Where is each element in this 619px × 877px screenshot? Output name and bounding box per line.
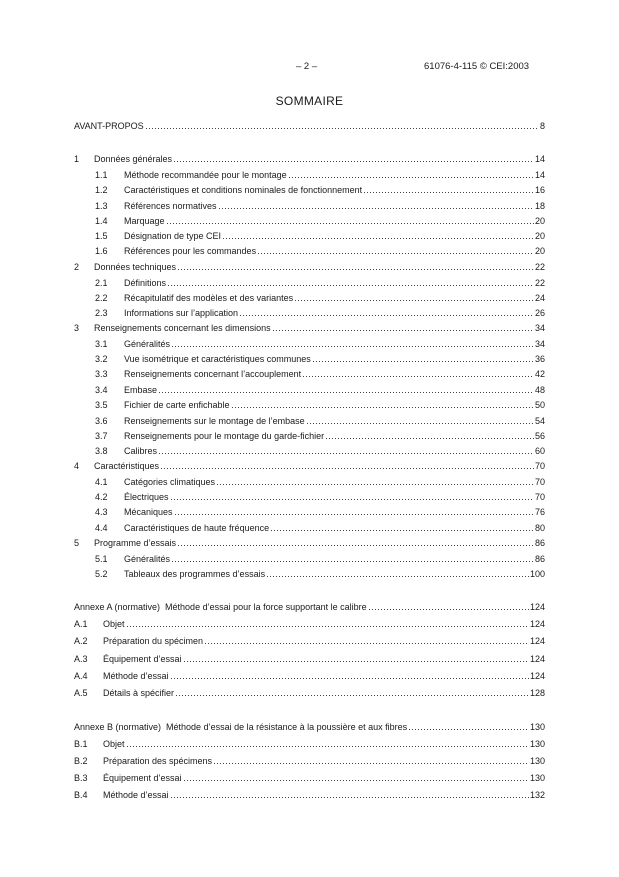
toc-number: 2 (74, 262, 80, 272)
toc-number: 5 (74, 538, 80, 548)
toc-label: Électriques (124, 492, 169, 502)
toc-label: Références pour les commandes (124, 246, 257, 256)
toc-label: Équipement d’essai (103, 654, 182, 664)
toc-entry-2-1[interactable] (95, 276, 545, 289)
toc-entry-a-3[interactable] (74, 652, 545, 665)
leader-dots (145, 128, 539, 129)
leader-dots (270, 530, 534, 531)
toc-entry-3[interactable] (74, 321, 545, 334)
toc-entry-3-2[interactable] (95, 352, 545, 365)
toc-label: Références normatives (124, 201, 217, 211)
toc-page: 130 (529, 722, 545, 732)
toc-page: 26 (534, 308, 545, 318)
toc-label: Renseignements pour le montage du garde-fichier (124, 431, 325, 441)
toc-page: 124 (529, 619, 545, 629)
leader-dots (294, 300, 534, 301)
leader-dots (175, 695, 529, 696)
toc-page: 124 (529, 671, 545, 681)
toc-entry-1-3[interactable] (95, 199, 545, 212)
toc-number: 3.5 (95, 400, 108, 410)
toc-label: Définitions (124, 278, 167, 288)
document-reference: 61076-4-115 © CEI:2003 (424, 61, 530, 72)
toc-number: A.3 (74, 654, 88, 664)
toc-page: 22 (534, 262, 545, 272)
toc-number: 3.3 (95, 369, 108, 379)
leader-dots (166, 223, 534, 224)
toc-number: A.5 (74, 688, 88, 698)
leader-dots (272, 330, 534, 331)
leader-dots (126, 626, 529, 627)
leader-dots (368, 609, 529, 610)
toc-number: 5.2 (95, 569, 108, 579)
toc-number: B.1 (74, 739, 88, 749)
toc-entry-1-1[interactable] (95, 168, 545, 181)
toc-number: 3.7 (95, 431, 108, 441)
page-number: – 2 – (296, 61, 318, 72)
toc-page: 124 (529, 602, 545, 612)
toc-page: 130 (529, 756, 545, 766)
toc-page: 54 (534, 416, 545, 426)
toc-number: 3.2 (95, 354, 108, 364)
toc-label: Méthode d’essai (103, 671, 169, 681)
toc-label: Informations sur l’application (124, 308, 239, 318)
leader-dots (231, 407, 534, 408)
toc-label: Généralités (124, 554, 171, 564)
toc-entry-2-3[interactable] (95, 306, 545, 319)
toc-entry-4-2[interactable] (95, 490, 545, 503)
toc-label: Annexe A (normative) Méthode d’essai pour la force supportant le calibre (74, 602, 367, 612)
toc-label: Équipement d’essai (103, 773, 182, 783)
toc-label: Catégories climatiques (124, 477, 216, 487)
toc-page: 18 (534, 201, 545, 211)
leader-dots (302, 376, 534, 377)
toc-entry-1-2[interactable] (95, 183, 545, 196)
toc-page: 14 (534, 170, 545, 180)
toc-entry-1[interactable] (74, 152, 545, 165)
leader-dots (183, 780, 529, 781)
leader-dots (288, 177, 534, 178)
toc-number: 4.2 (95, 492, 108, 502)
toc-label: Caractéristiques et conditions nominales de fonctionnement (124, 185, 363, 195)
leader-dots (126, 746, 529, 747)
toc-page: 128 (529, 688, 545, 698)
toc-entry-3-7[interactable] (95, 429, 545, 442)
toc-entry-4-1[interactable] (95, 475, 545, 488)
toc-label: AVANT-PROPOS (74, 121, 144, 131)
toc-number: 3.4 (95, 385, 108, 395)
toc-label: Calibres (124, 446, 158, 456)
page-title: SOMMAIRE (275, 94, 344, 108)
toc-entry-1-5[interactable] (95, 229, 545, 242)
toc-number: 5.1 (95, 554, 108, 564)
toc-page: 42 (534, 369, 545, 379)
toc-number: 3.8 (95, 446, 108, 456)
toc-page: 34 (534, 323, 545, 333)
toc-page: 48 (534, 385, 545, 395)
toc-entry-5[interactable] (74, 536, 545, 549)
toc-number: 3.1 (95, 339, 108, 349)
toc-number: 2.3 (95, 308, 108, 318)
toc-label: Renseignements sur le montage de l’embase (124, 416, 305, 426)
toc-page: 132 (529, 790, 545, 800)
leader-dots (312, 361, 534, 362)
toc-label: Données générales (94, 154, 173, 164)
leader-dots (167, 285, 534, 286)
leader-dots (218, 208, 534, 209)
toc-number: B.2 (74, 756, 88, 766)
leader-dots (204, 643, 529, 644)
toc-number: 3.6 (95, 416, 108, 426)
toc-number: A.1 (74, 619, 88, 629)
leader-dots (170, 797, 529, 798)
toc-page: 76 (534, 507, 545, 517)
toc-entry-avant-propos[interactable] (74, 119, 545, 132)
toc-page: 80 (534, 523, 545, 533)
toc-label: Marquage (124, 216, 165, 226)
leader-dots (170, 499, 534, 500)
toc-entry-1-4[interactable] (95, 214, 545, 227)
toc-entry-4-3[interactable] (95, 505, 545, 518)
toc-label: Données techniques (94, 262, 177, 272)
leader-dots (408, 729, 529, 730)
toc-page: 20 (534, 216, 545, 226)
toc-number: 4 (74, 461, 80, 471)
toc-page: 16 (534, 185, 545, 195)
toc-entry-4-4[interactable] (95, 521, 545, 534)
toc-label: Embase (124, 385, 158, 395)
toc-entry-3-8[interactable] (95, 444, 545, 457)
leader-dots (306, 423, 534, 424)
toc-entry-5-1[interactable] (95, 552, 545, 565)
toc-page: 24 (534, 293, 545, 303)
leader-dots (183, 661, 529, 662)
toc-page: 70 (534, 461, 545, 471)
toc-number: A.4 (74, 671, 88, 681)
leader-dots (160, 468, 534, 469)
leader-dots (325, 438, 534, 439)
toc-page: 130 (529, 739, 545, 749)
toc-label: Généralités (124, 339, 171, 349)
toc-label: Objet (103, 619, 125, 629)
toc-entry-a-2[interactable] (74, 634, 545, 647)
toc-label: Méthode recommandée pour le montage (124, 170, 287, 180)
toc-page: 70 (534, 477, 545, 487)
leader-dots (257, 253, 534, 254)
toc-entry-5-2[interactable] (95, 567, 545, 580)
toc-number: 1.5 (95, 231, 108, 241)
toc-entry-b-3[interactable] (74, 771, 545, 784)
toc-entry-3-6[interactable] (95, 414, 545, 427)
toc-number: 1.3 (95, 201, 108, 211)
toc-page: 8 (539, 121, 545, 131)
toc-label: Programme d’essais (94, 538, 177, 548)
leader-dots (171, 346, 534, 347)
toc-page: 50 (534, 400, 545, 410)
toc-entry-a-5[interactable] (74, 686, 545, 699)
toc-number: 3 (74, 323, 80, 333)
toc-entry-b-2[interactable] (74, 754, 545, 767)
toc-page: 20 (534, 246, 545, 256)
leader-dots (177, 269, 534, 270)
leader-dots (170, 678, 529, 679)
toc-entry-a-1[interactable] (74, 617, 545, 630)
toc-page: 100 (529, 569, 545, 579)
toc-label: Caractéristiques de haute fréquence (124, 523, 270, 533)
leader-dots (171, 561, 534, 562)
leader-dots (173, 161, 534, 162)
toc-page: 36 (534, 354, 545, 364)
leader-dots (158, 392, 534, 393)
toc-label: Caractéristiques (94, 461, 160, 471)
toc-label: Vue isométrique et caractéristiques communes (124, 354, 311, 364)
toc-label: Tableaux des programmes d’essais (124, 569, 266, 579)
toc-number: B.3 (74, 773, 88, 783)
toc-number: 4.4 (95, 523, 108, 533)
leader-dots (239, 315, 534, 316)
toc-label: Renseignements concernant l’accouplement (124, 369, 302, 379)
toc-label: Méthode d’essai (103, 790, 169, 800)
toc-entry-2[interactable] (74, 260, 545, 273)
toc-number: 2.2 (95, 293, 108, 303)
toc-entry-3-4[interactable] (95, 383, 545, 396)
toc-page: 20 (534, 231, 545, 241)
toc-label: Objet (103, 739, 125, 749)
toc-label: Mécaniques (124, 507, 173, 517)
toc-label: Renseignements concernant les dimensions (94, 323, 271, 333)
toc-label: Fichier de carte enfichable (124, 400, 230, 410)
toc-label: Préparation des spécimens (103, 756, 213, 766)
toc-page: 124 (529, 636, 545, 646)
toc-number: 1.2 (95, 185, 108, 195)
leader-dots (363, 192, 534, 193)
toc-entry-a-4[interactable] (74, 669, 545, 682)
toc-entry-annex-b[interactable] (74, 720, 545, 733)
toc-number: A.2 (74, 636, 88, 646)
leader-dots (158, 453, 534, 454)
toc-entry-b-1[interactable] (74, 737, 545, 750)
leader-dots (174, 514, 534, 515)
leader-dots (216, 484, 534, 485)
toc-label: Annexe B (normative) Méthode d’essai de la résistance à la poussière et aux fibres (74, 722, 408, 732)
toc-number: 4.1 (95, 477, 108, 487)
toc-entry-annex-a[interactable] (74, 600, 545, 613)
toc-page: 22 (534, 278, 545, 288)
leader-dots (213, 763, 529, 764)
toc-page: 124 (529, 654, 545, 664)
toc-page: 14 (534, 154, 545, 164)
toc-number: 1.1 (95, 170, 108, 180)
toc-label: Récapitulatif des modèles et des variantes (124, 293, 294, 303)
toc-entry-3-1[interactable] (95, 337, 545, 350)
toc-entry-4[interactable] (74, 459, 545, 472)
toc-label: Préparation du spécimen (103, 636, 204, 646)
toc-entry-2-2[interactable] (95, 291, 545, 304)
toc-page: 60 (534, 446, 545, 456)
toc-number: B.4 (74, 790, 88, 800)
toc-number: 4.3 (95, 507, 108, 517)
toc-number: 2.1 (95, 278, 108, 288)
toc-label: Détails à spécifier (103, 688, 175, 698)
toc-entry-1-6[interactable] (95, 244, 545, 257)
toc-page: 56 (534, 431, 545, 441)
leader-dots (222, 238, 534, 239)
toc-entry-3-3[interactable] (95, 367, 545, 380)
toc-page: 130 (529, 773, 545, 783)
toc-page: 34 (534, 339, 545, 349)
toc-number: 1.4 (95, 216, 108, 226)
toc-label: Désignation de type CEI (124, 231, 222, 241)
leader-dots (266, 576, 529, 577)
toc-entry-3-5[interactable] (95, 398, 545, 411)
toc-number: 1 (74, 154, 80, 164)
toc-page: 86 (534, 538, 545, 548)
toc-entry-b-4[interactable] (74, 788, 545, 801)
toc-page: 86 (534, 554, 545, 564)
toc-page: 70 (534, 492, 545, 502)
leader-dots (177, 545, 534, 546)
toc-number: 1.6 (95, 246, 108, 256)
